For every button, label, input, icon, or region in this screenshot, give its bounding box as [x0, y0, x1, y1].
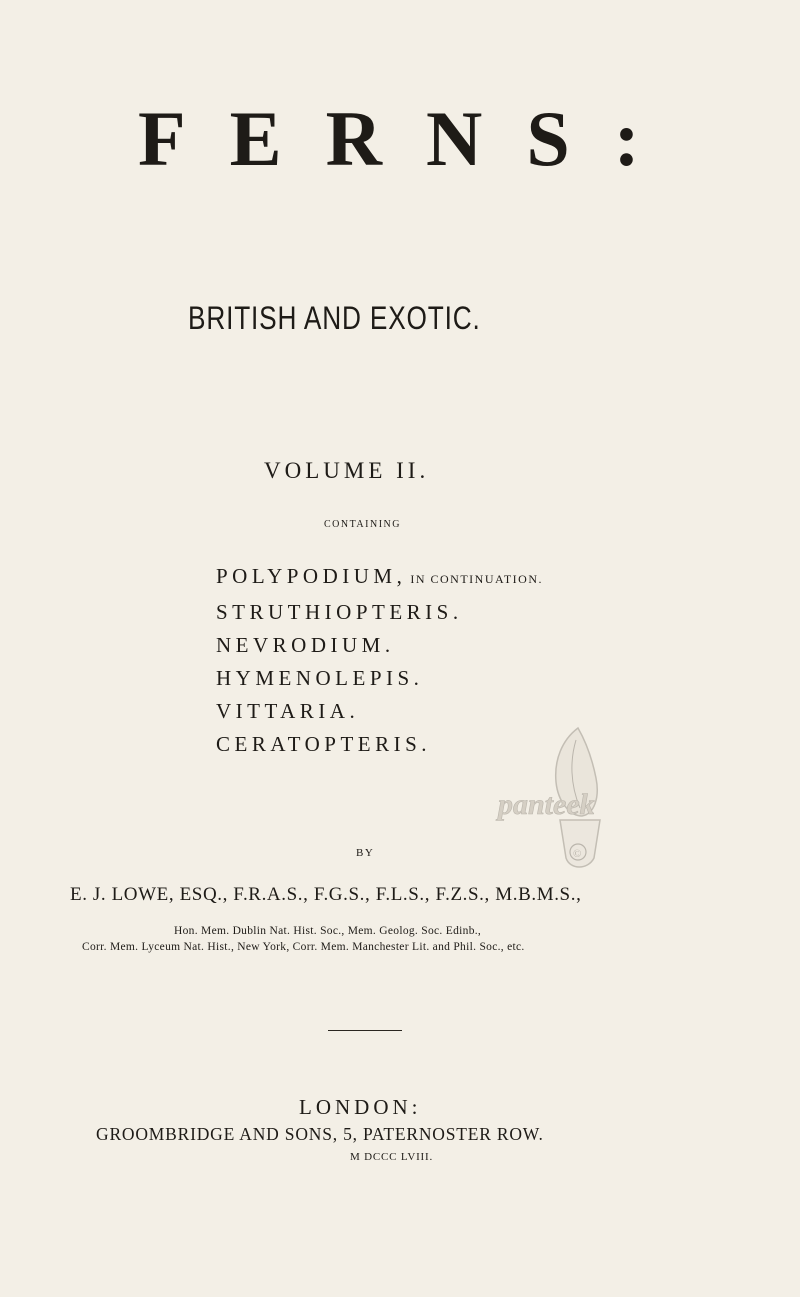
book-title: FERNS:	[138, 95, 684, 182]
publisher-city: LONDON:	[299, 1095, 422, 1119]
genus-item: VITTARIA.	[216, 699, 360, 723]
book-subtitle: BRITISH AND EXOTIC.	[188, 300, 481, 336]
genus-item: STRUTHIOPTERIS.	[216, 600, 463, 624]
by-label: BY	[356, 847, 375, 859]
publisher-name: GROOMBRIDGE AND SONS, 5, PATERNOSTER ROW.	[96, 1124, 544, 1144]
genus-item: HYMENOLEPIS.	[216, 666, 424, 690]
watermark-text: panteek	[498, 788, 595, 821]
author-honors-2: Corr. Mem. Lyceum Nat. Hist., New York, Corr. Mem. Manchester Lit. and Phil. Soc., etc.	[82, 941, 525, 953]
publication-year: M DCCC LVIII.	[350, 1151, 434, 1163]
author-honors-1: Hon. Mem. Dublin Nat. Hist. Soc., Mem. Geolog. Soc. Edinb.,	[174, 925, 482, 937]
fern-frond-logo-icon	[490, 720, 660, 890]
volume-number: VOLUME II.	[264, 458, 430, 483]
genus-item: POLYPODIUM, IN CONTINUATION.	[216, 564, 543, 588]
author-line: E. J. LOWE, ESQ., F.R.A.S., F.G.S., F.L.S., F.Z.S., M.B.M.S.,	[70, 884, 582, 905]
genus-item: CERATOPTERIS.	[216, 732, 432, 756]
containing-label: CONTAINING	[324, 519, 401, 530]
watermark-copyright: ©	[573, 848, 582, 860]
genus-item: NEVRODIUM.	[216, 633, 395, 657]
divider-rule	[328, 1030, 402, 1031]
